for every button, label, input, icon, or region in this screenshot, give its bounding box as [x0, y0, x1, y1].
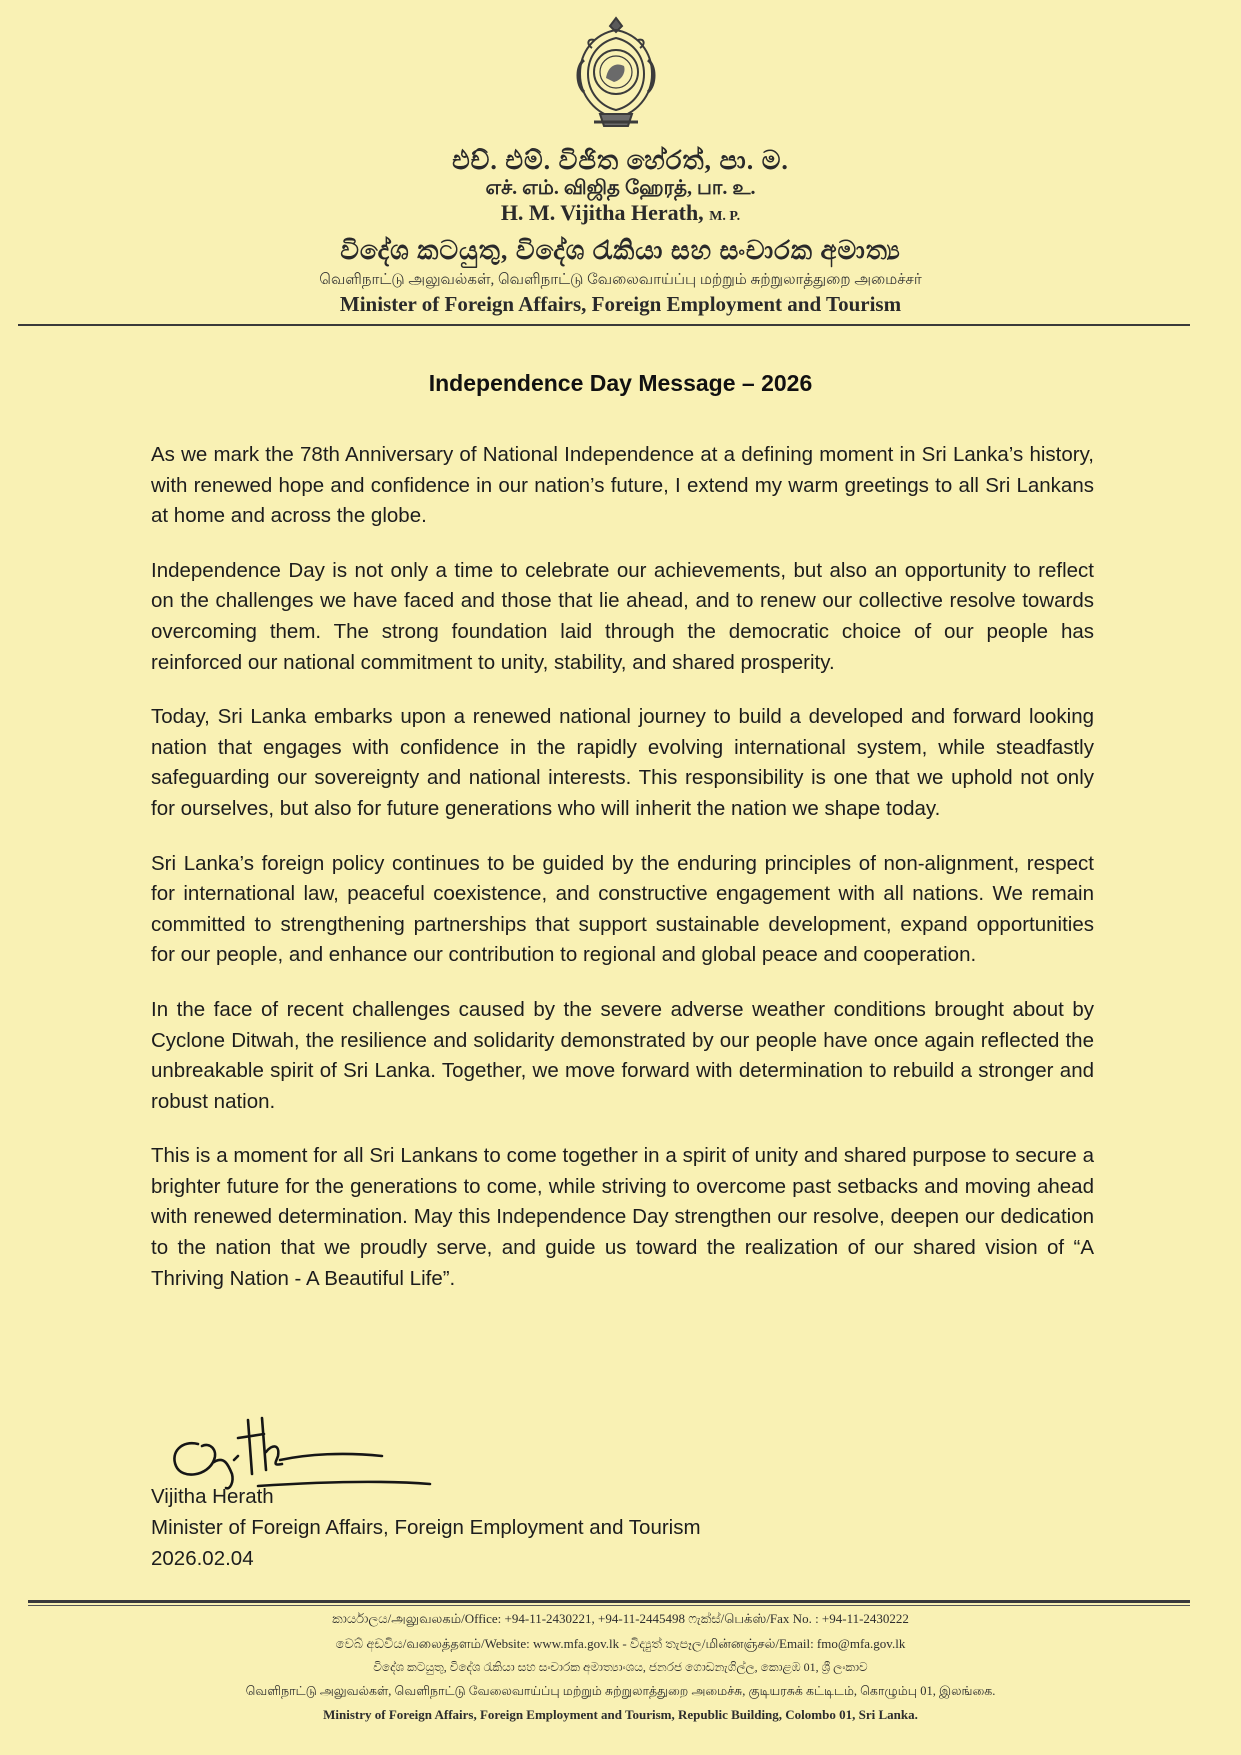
signatory-date: 2026.02.04 [151, 1547, 254, 1570]
minister-name-english [0, 200, 1241, 226]
header-divider [18, 324, 1190, 326]
message-title: Independence Day Message – 2026 [428, 370, 813, 396]
message-paragraph: Today, Sri Lanka embarks upon a renewed national journey to build a developed and forward looking nation that engages with confidence in the rapidly evolving international system, while steadfastly safeguarding our sovereignty and national interests. This responsibility is one that we uphold not only for ourselves, but also for future generations who will inherit the nation we shape today. [151, 705, 1094, 820]
message-body [151, 440, 1094, 1318]
footer-divider-thin [28, 1605, 1190, 1606]
signatory-name: Vijitha Herath [151, 1485, 274, 1508]
minister-name-sinhala: එච්. එම්. විජිත හේරත්, පා. ම. [452, 146, 789, 175]
message-paragraph: As we mark the 78th Anniversary of National Independence at a defining moment in Sri Lanka’s history, with renewed hope and confidence in our nation’s future, I extend my warm greetings to all Sri Lankans at home and across the globe. [151, 443, 1094, 528]
footer-divider [28, 1600, 1190, 1603]
minister-name-english-text: H. M. Vijitha Herath, [500, 200, 704, 225]
footer-address-sinhala: විදේශ කටයුතු, විදේශ රැකියා සහ සංචාරක අමාත්‍යාංශය, ජනරජ ගොඩනැගිල්ල, කොළඹ 01, ශ්‍රී ලංකාව [373, 1660, 868, 1674]
footer-contact-web: වෙබ් අඩවිය/வலைத்தளம்/Website: www.mfa.gov.lk - විද්‍යුත් තැපෑල/மின்னஞ்சல்/Email: fmo@mfa.gov.lk [335, 1636, 906, 1651]
message-paragraph: This is a moment for all Sri Lankans to come together in a spirit of unity and shared purpose to secure a brighter future for the generations to come, while striving to overcome past setbacks and moving ahead with renewed determination. May this Independence Day strengthen our resolve, deepen our dedication to the nation that we proudly serve, and guide us toward the realization of our shared vision of “A Thriving Nation - A Beautiful Life”. [151, 1144, 1094, 1290]
footer-contact-phone: කාර්යාලය/அலுவலகம்/Office: +94-11-2430221, +94-11-2445498 ෆැක්ස්/பெக்ஸ்/Fax No. : +94-11-2430222 [332, 1611, 909, 1626]
ministry-title-english: Minister of Foreign Affairs, Foreign Employment and Tourism [339, 292, 902, 316]
message-paragraph: Sri Lanka’s foreign policy continues to be guided by the enduring principles of non-alignment, respect for international law, peaceful coexistence, and constructive engagement with all nations. We remain committed to strengthening partnerships that support sustainable development, expand opportunities for our people, and enhance our contribution to regional and global peace and cooperation. [151, 851, 1094, 967]
message-paragraph: In the face of recent challenges caused by the severe adverse weather conditions brought about by Cyclone Ditwah, the resilience and solidarity demonstrated by our people have once again reflected the unbreakable spirit of Sri Lanka. Together, we move forward with determination to rebuild a stronger and robust nation. [151, 997, 1094, 1113]
minister-name-tamil: எச். எம். விஜித ஹேரத், பா. உ. [485, 177, 756, 199]
signatory-block [151, 1481, 701, 1574]
minister-name-suffix: M. P. [709, 209, 741, 224]
footer-address-english: Ministry of Foreign Affairs, Foreign Employment and Tourism, Republic Building, Colombo 01, Sri Lanka. [323, 1707, 918, 1722]
ministry-title-sinhala: විදේශ කටයුතු, විදේශ රැකියා සහ සංචාරක අමාත්‍ය [340, 236, 901, 265]
footer-address-tamil: வெளிநாட்டு அலுவல்கள், வெளிநாட்டு வேலைவாய்ப்பு மற்றும் சுற்றுலாத்துறை அமைச்சு, குடியரசுக் கட்டிடம், கொழும்பு 01, இலங்கை. [245, 1684, 996, 1698]
national-emblem-icon [566, 14, 666, 134]
signatory-title: Minister of Foreign Affairs, Foreign Employment and Tourism [151, 1516, 701, 1539]
ministry-title-tamil: வெளிநாட்டு அலுவல்கள், வெளிநாட்டு வேலைவாய்ப்பு மற்றும் சுற்றுலாத்துறை அமைச்சர் [319, 272, 922, 288]
message-paragraph: Independence Day is not only a time to celebrate our achievements, but also an opportunity to reflect on the challenges we have faced and those that lie ahead, and to renew our collective resolve towards overcoming them. The strong foundation laid through the democratic choice of our people has reinforced our national commitment to unity, stability, and shared prosperity. [151, 558, 1094, 674]
